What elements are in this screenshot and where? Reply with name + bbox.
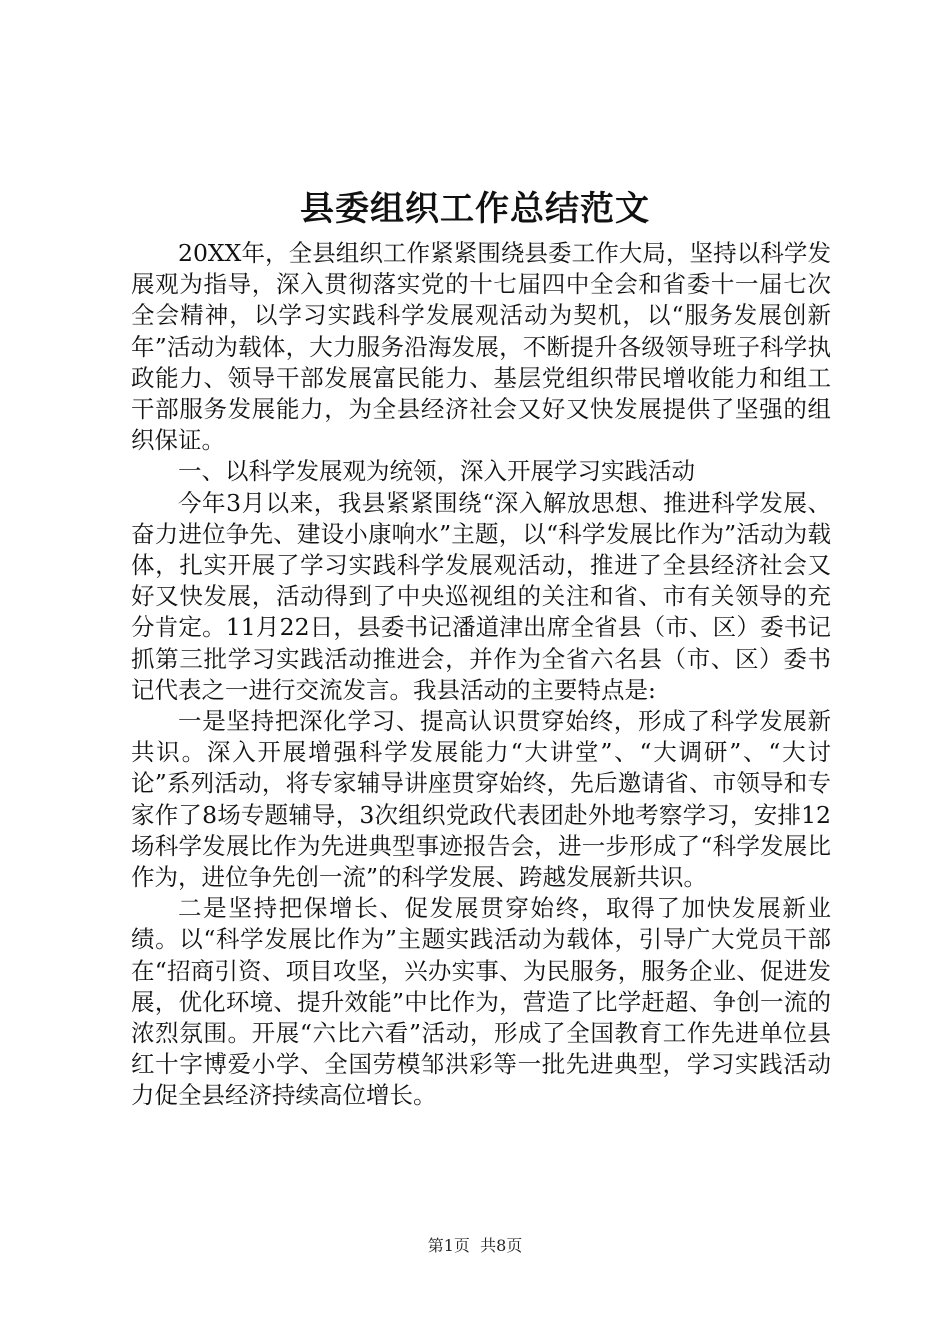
document-body (131, 238, 831, 1112)
body-paragraph: 今年3月以来，我县紧紧围绕“深入解放思想、推进科学发展、奋力进位争先、建设小康响水”主题，以“科学发展比作为”活动为载体，扎实开展了学习实践科学发展观活动，推进了全县经济社会又好又快发展，活动得到了中央巡视组的关注和省、市有关领导的充分肯定。11月22日，县委书记潘道津出席全省县（市、区）委书记抓第三批学习实践活动推进会，并作为全省六名县（市、区）委书记代表之一进行交流发言。我县活动的主要特点是: (131, 488, 831, 704)
page-number: 第1页 共8页 (427, 1236, 523, 1255)
section-heading: 一、以科学发展观为统领，深入开展学习实践活动 (178, 457, 695, 486)
page-footer (0, 1235, 950, 1257)
body-paragraph: 一是坚持把深化学习、提高认识贯穿始终，形成了科学发展新共识。深入开展增强科学发展能力“大讲堂”、“大调研”、“大讨论”系列活动，将专家辅导讲座贯穿始终，先后邀请省、市领导和专家作了8场专题辅导，3次组织党政代表团赴外地考察学习，安排12场科学发展比作为先进典型事迹报告会，进一步形成了“科学发展比作为，进位争先创一流”的科学发展、跨越发展新共识。 (131, 707, 831, 892)
intro-paragraph: 20XX年，全县组织工作紧紧围绕县委工作大局，坚持以科学发展观为指导，深入贯彻落实党的十七届四中全会和省委十一届七次全会精神，以学习实践科学发展观活动为契机，以“服务发展创新年”活动为载体，大力服务沿海发展，不断提升各级领导班子科学执政能力、领导干部发展富民能力、基层党组织带民增收能力和组工干部服务发展能力，为全县经济社会又好又快发展提供了坚强的组织保证。 (131, 239, 831, 455)
document-title: 县委组织工作总结范文 (300, 189, 650, 229)
body-paragraph: 二是坚持把保增长、促发展贯穿始终，取得了加快发展新业绩。以“科学发展比作为”主题实践活动为载体，引导广大党员干部在“招商引资、项目攻坚，兴办实事、为民服务，服务企业、促进发展，优化环境、提升效能”中比作为，营造了比学赶超、争创一流的浓烈氛围。开展“六比六看”活动，形成了全国教育工作先进单位县红十字博爱小学、全国劳模邹洪彩等一批先进典型，学习实践活动力促全县经济持续高位增长。 (131, 894, 831, 1110)
